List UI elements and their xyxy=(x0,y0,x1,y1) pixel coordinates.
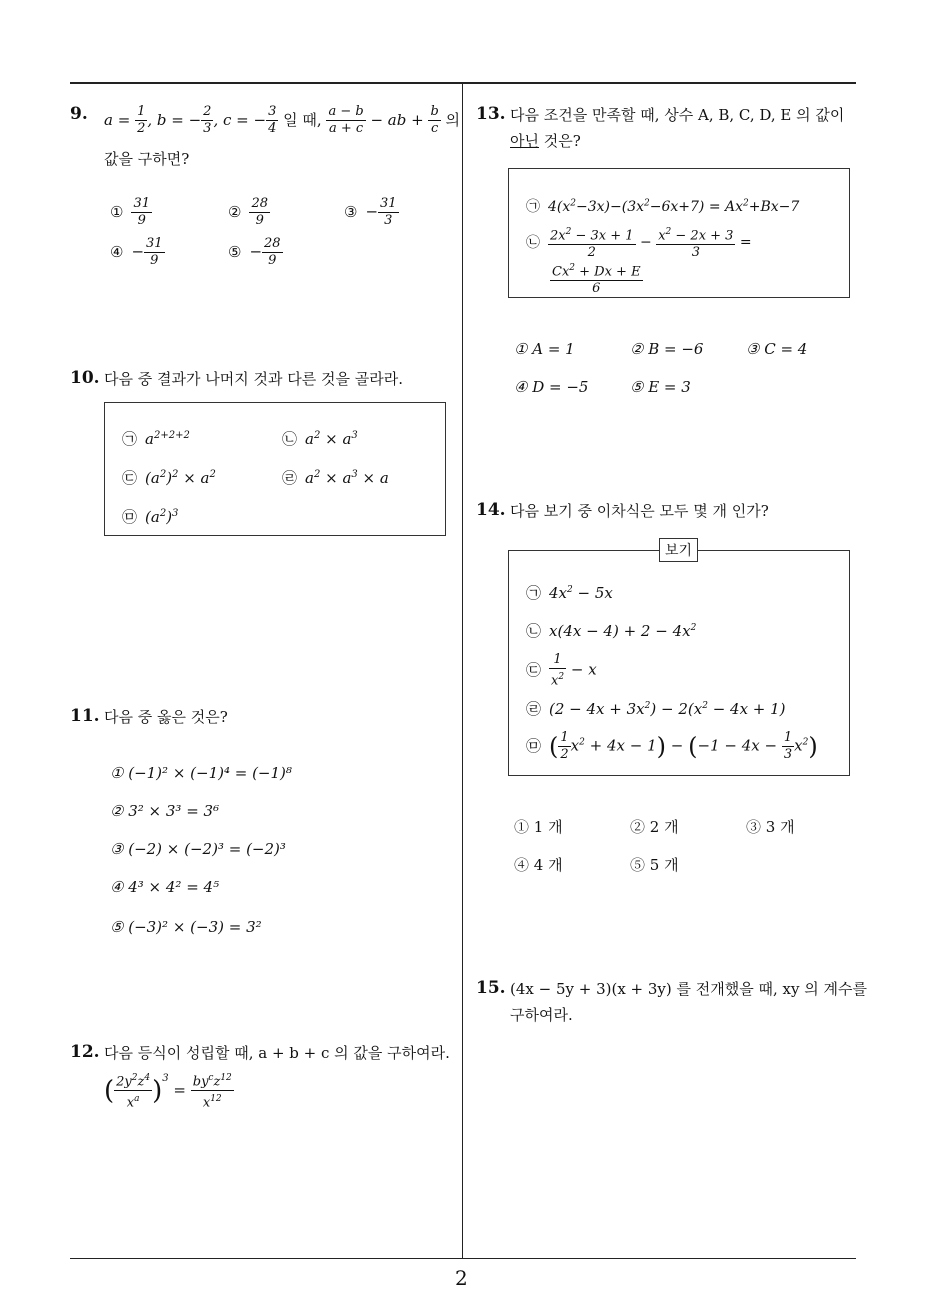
q14-box-label: 보기 xyxy=(659,538,698,562)
q14-text: 다음 보기 중 이차식은 모두 몇 개 인가? xyxy=(510,502,769,520)
q11-choice-4[interactable]: ④ 4³ × 4² = 4⁵ xyxy=(110,878,220,896)
q9-choice-5[interactable]: ⑤ − $\frac{28}{9}$ xyxy=(228,236,281,268)
q15-line1: (4x − 5y + 3)(x + 3y) 를 전개했을 때, xy 의 계수를 xyxy=(510,980,867,998)
top-rule xyxy=(70,82,856,84)
q13-choice-5[interactable]: ⑤ E = 3 xyxy=(630,378,691,396)
q11-choice-2[interactable]: ② 3² × 3³ = 3⁶ xyxy=(110,802,220,820)
q11-choice-1[interactable]: ① (−1)² × (−1)⁴ = (−1)⁸ xyxy=(110,764,292,782)
q13-condition-2: ㉡ $\frac{2x^2 - 3x + 1}{2}$ − $\frac{x^2 - 2x + 3}{3}$ = xyxy=(526,224,752,261)
q9-condition xyxy=(104,104,460,137)
q15-number: 15. xyxy=(476,978,506,998)
q11-text: 다음 중 옳은 것은? xyxy=(104,708,228,726)
q14-choice-1[interactable]: ① 1 개 xyxy=(514,818,563,836)
q10-item-2: ㉡ $a^2 \times a^3$ xyxy=(282,430,358,448)
q10-text: 다음 중 결과가 나머지 것과 다른 것을 골라라. xyxy=(104,370,403,388)
q9-choice-4[interactable]: ④ − $\frac{31}{9}$ xyxy=(110,236,163,268)
q13-choice-4[interactable]: ④ D = −5 xyxy=(514,378,589,396)
q13-number: 13. xyxy=(476,104,506,124)
q10-item-4: ㉣ $a^2 \times a^3 \times a$ xyxy=(282,469,389,487)
q13-condition-2-rhs: $\frac{Cx^2 + Dx + E}{6}$ xyxy=(550,260,643,297)
q13-line2-rest: 것은? xyxy=(538,132,581,150)
q11-choice-5[interactable]: ⑤ (−3)² × (−3) = 3² xyxy=(110,918,262,936)
q14-item-1: ㉠ $4x^2 - 5x$ xyxy=(526,584,613,602)
q12-text: 다음 등식이 성립할 때, a + b + c 의 값을 구하여라. xyxy=(104,1044,450,1062)
bottom-rule xyxy=(70,1258,856,1259)
q13-condition-1: ㉠ $4(x^2-3x)-(3x^2-6x+7) = Ax^2+Bx-7$ xyxy=(526,198,800,215)
page-number: 2 xyxy=(455,1266,468,1290)
q14-choice-4[interactable]: ④ 4 개 xyxy=(514,856,563,874)
q14-choice-3[interactable]: ③ 3 개 xyxy=(746,818,795,836)
q9-choice-3[interactable]: ③ − $\frac{31}{3}$ xyxy=(344,196,397,228)
q11-number: 11. xyxy=(70,706,100,726)
q14-choice-2[interactable]: ② 2 개 xyxy=(630,818,679,836)
q13-line2 xyxy=(510,130,581,151)
q10-item-5: ㉤ $(a^2)^3$ xyxy=(122,508,179,526)
q13-line1: 다음 조건을 만족할 때, 상수 A, B, C, D, E 의 값이 xyxy=(510,106,845,124)
q13-underlined-word: 아닌 xyxy=(510,132,539,150)
q10-item-1: ㉠ $a^{2+2+2}$ xyxy=(122,430,190,448)
q14-item-2: ㉡ $x(4x - 4) + 2 - 4x^2$ xyxy=(526,622,697,640)
column-divider xyxy=(462,84,463,1258)
q14-item-5: ㉤ ( $\frac{1}{2}$ $x^2 + 4x - 1) - (-1 - 4x$ − $\frac{1}{3}$ $x^2$) xyxy=(526,730,818,762)
q10-number: 10. xyxy=(70,368,100,388)
q14-item-3: ㉢ $\frac{1}{x^2}$ − x xyxy=(526,652,597,689)
q9-choice-1[interactable]: ① $\frac{31}{9}$ xyxy=(110,196,150,228)
q15-line2: 구하여라. xyxy=(510,1006,573,1024)
q9-choice-2[interactable]: ② $\frac{28}{9}$ xyxy=(228,196,268,228)
q11-choice-3[interactable]: ③ (−2) × (−2)³ = (−2)³ xyxy=(110,840,286,858)
q13-choice-1[interactable]: ① A = 1 xyxy=(514,340,575,358)
q14-number: 14. xyxy=(476,500,506,520)
q10-item-3: ㉢ $(a^2)^2 \times a^2$ xyxy=(122,469,216,487)
q9-number: 9. xyxy=(70,104,88,124)
q13-choice-2[interactable]: ② B = −6 xyxy=(630,340,704,358)
q9-condition-text: a = $\frac{1}{2}$ , b = − $\frac{2}{3}$ , c = − $\frac{3}{4}$ 일 때, $\frac{a - b}{a + c}$ − ab + $\frac{b}{c}$ 의 xyxy=(104,104,461,136)
q12-equation: ( $\frac{2y^2z^4}{x^a}$ )$^3$ = $\frac{by^cz^{12}}{x^{12}}$ xyxy=(104,1070,234,1112)
q12-number: 12. xyxy=(70,1042,100,1062)
q14-choice-5[interactable]: ⑤ 5 개 xyxy=(630,856,679,874)
q13-choice-3[interactable]: ③ C = 4 xyxy=(746,340,808,358)
q9-line2: 값을 구하면? xyxy=(104,150,190,168)
q14-item-4: ㉣ $(2 - 4x + 3x^2) - 2(x^2 - 4x + 1)$ xyxy=(526,700,786,718)
